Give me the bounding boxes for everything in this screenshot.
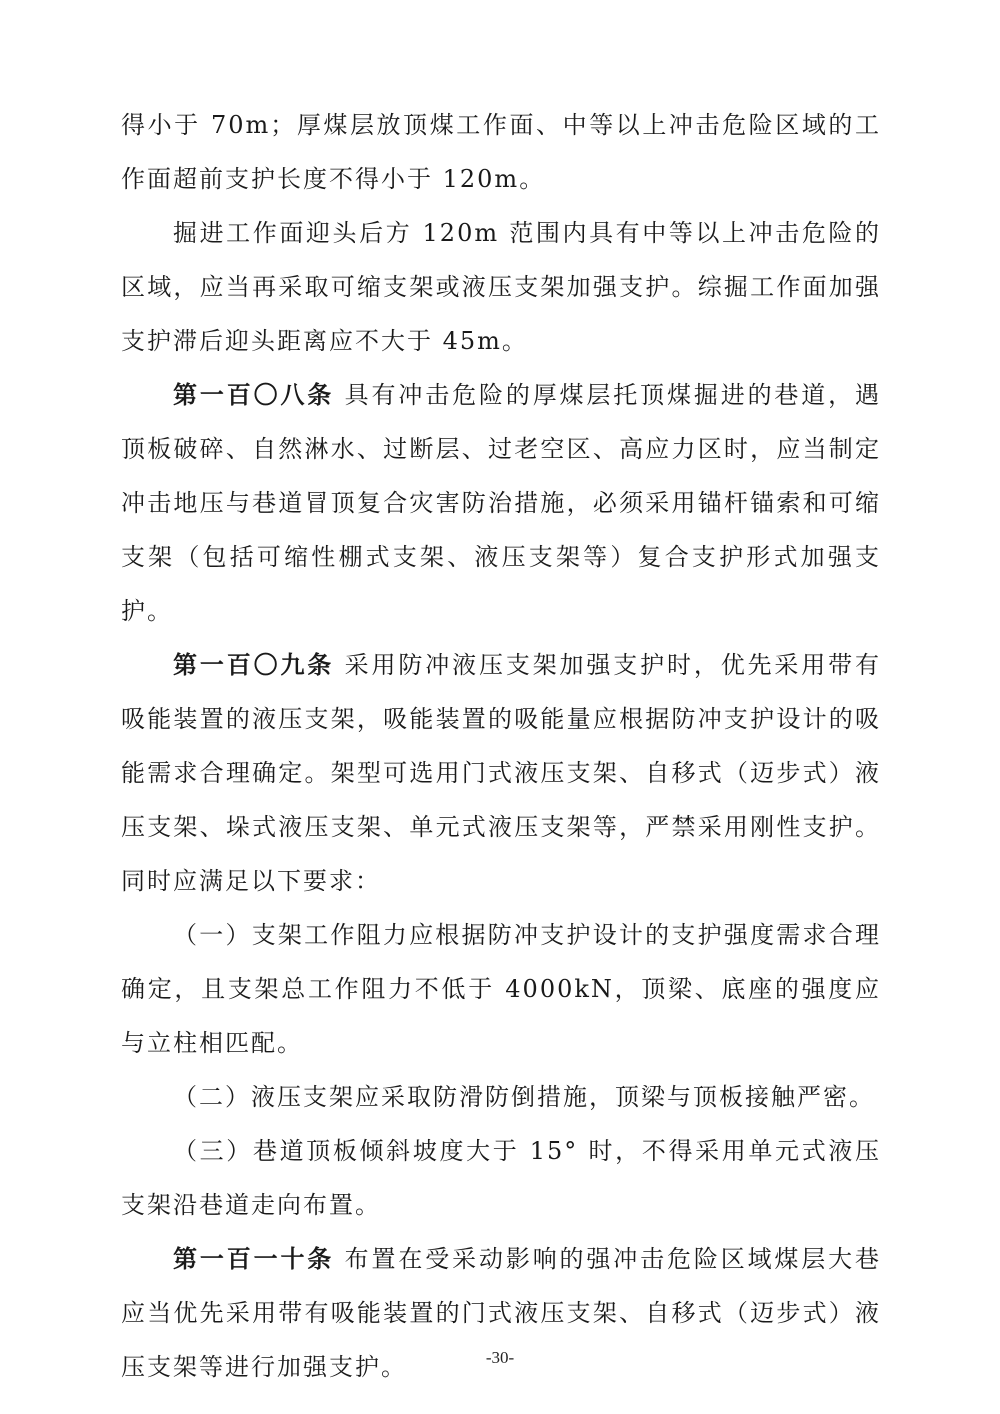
paragraph-text: 布置在受采动影响的强冲击危险区域煤层大巷应当优先采用带有吸能装置的门式液压支架、自移式（迈步式）液压支架等进行加强支护。 (121, 1245, 882, 1381)
list-item-1 (121, 908, 881, 1070)
article-heading: 第一百〇九条 (173, 651, 335, 679)
paragraph-excavation-support (121, 206, 881, 368)
page-number: -30- (485, 1348, 515, 1367)
paragraph-text: （一）支架工作阻力应根据防冲支护设计的支护强度需求合理确定，且支架总工作阻力不低于 4000kN，顶梁、底座的强度应与立柱相匹配。 (121, 921, 881, 1057)
article-110 (121, 1232, 881, 1394)
list-item-2 (121, 1070, 881, 1124)
paragraph-text: （二）液压支架应采取防滑防倒措施，顶梁与顶板接触严密。 (173, 1083, 875, 1111)
paragraph-text: 得小于 70m；厚煤层放顶煤工作面、中等以上冲击危险区域的工作面超前支护长度不得小于 120m。 (121, 111, 881, 193)
paragraph-text: （三）巷道顶板倾斜坡度大于 15° 时，不得采用单元式液压支架沿巷道走向布置。 (121, 1137, 881, 1219)
paragraph-text: 采用防冲液压支架加强支护时，优先采用带有吸能装置的液压支架，吸能装置的吸能量应根据防冲支护设计的吸能需求合理确定。架型可选用门式液压支架、自移式（迈步式）液压支架、垛式液压支架、单元式液压支架等，严禁采用刚性支护。同时应满足以下要求： (121, 651, 882, 895)
document-body (121, 98, 881, 1394)
article-heading: 第一百〇八条 (173, 381, 335, 409)
article-109 (121, 638, 881, 908)
paragraph-text: 掘进工作面迎头后方 120m 范围内具有中等以上冲击危险的区域，应当再采取可缩支架或液压支架加强支护。综掘工作面加强支护滞后迎头距离应不大于 45m。 (121, 219, 881, 355)
paragraph-continuation (121, 98, 881, 206)
list-item-3 (121, 1124, 881, 1232)
article-heading: 第一百一十条 (173, 1245, 335, 1273)
paragraph-text: 具有冲击危险的厚煤层托顶煤掘进的巷道，遇顶板破碎、自然淋水、过断层、过老空区、高应力区时，应当制定冲击地压与巷道冒顶复合灾害防治措施，必须采用锚杆锚索和可缩支架（包括可缩性棚式支架、液压支架等）复合支护形式加强支护。 (121, 381, 882, 625)
article-108 (121, 368, 881, 638)
